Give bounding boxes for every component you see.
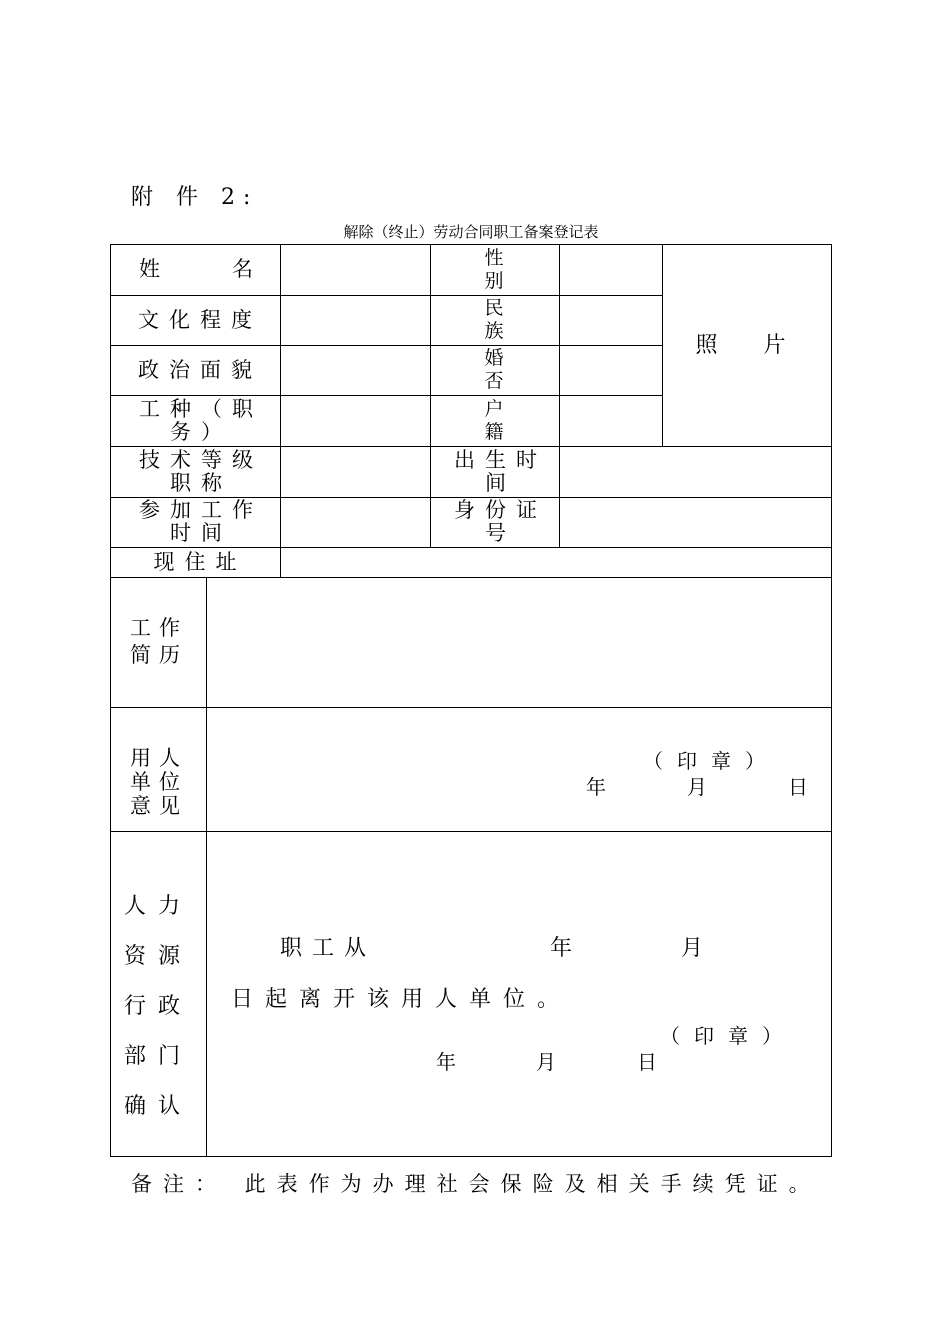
employer-month: 月 (687, 775, 707, 799)
employer-day: 日 (788, 775, 808, 799)
address-label: 现住址 (153, 549, 247, 574)
birth-label: 出生时间 (454, 447, 547, 495)
hr-confirm-label: 人力资源行政部门确认 (123, 894, 192, 1119)
resume-label: 工作简历 (130, 616, 188, 667)
ethnicity-label: 民族 (484, 297, 504, 342)
hr-month-1: 月 (681, 936, 704, 961)
id-number-label: 身份证号 (454, 498, 547, 545)
household-label: 户籍 (484, 397, 504, 443)
tech-title-label: 技术等级职称 (139, 447, 263, 495)
work-start-label: 参加工作时间 (139, 498, 263, 545)
gender-label: 性别 (484, 246, 504, 292)
name-label: 姓 名 (139, 257, 263, 281)
form-title: 解除（终止）劳动合同职工备案登记表 (343, 223, 599, 241)
political-status-label: 政治面貌 (138, 357, 262, 382)
hr-year-2: 年 (436, 1050, 456, 1074)
photo-area: 照 片 (695, 332, 798, 358)
employer-stamp: （印章） (643, 749, 779, 773)
education-label: 文化程度 (138, 307, 262, 332)
employer-opinion-label: 用人单位意见 (130, 746, 188, 818)
hr-month-2: 月 (536, 1050, 556, 1074)
hr-year-1: 年 (550, 936, 573, 961)
attachment-label: 附 件 2: (131, 185, 259, 210)
marital-label: 婚否 (484, 347, 504, 392)
job-label: 工种（职务） (139, 396, 263, 444)
hr-stamp: （印章） (660, 1024, 796, 1048)
footer-note: 备注： 此表作为办理社会保险及相关手续凭证。 (131, 1172, 821, 1196)
employer-year: 年 (586, 775, 606, 799)
hr-day-2: 日 (637, 1050, 657, 1074)
hr-leave-text: 日起离开该用人单位。 (231, 987, 572, 1012)
hr-worker-from: 职工从 (280, 936, 377, 961)
